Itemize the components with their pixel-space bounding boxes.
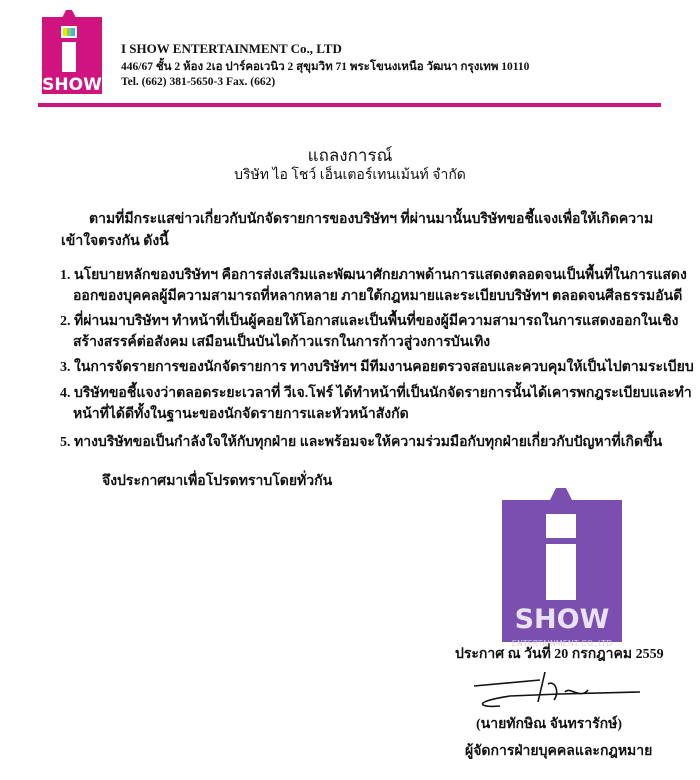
announcement-date: ประกาศ ณ วันที่ 20 กรกฎาคม 2559 xyxy=(455,647,664,662)
page-title: แถลงการณ์ xyxy=(307,146,393,165)
company-stamp xyxy=(500,488,624,648)
list-item-2-cont: สร้างสรรค์ต่อสังคม เสมือนเป็นบันไดก้าวแรกในการก้าวสู่วงการบันเทิง xyxy=(73,335,491,350)
company-phone: Tel. (662) 381-5650-3 Fax. (662) xyxy=(121,76,276,88)
list-item-4: 4. บริษัทขอชี้แจงว่าตลอดระยะเวลาที่ วีเจ.โฟร์ ได้ทำหน้าที่เป็นนักจัดรายการนั้นได้เคารพกฎระเบียบและทำ xyxy=(60,386,692,401)
signatory-name: (นายทักษิณ จันทรารักษ์) xyxy=(476,717,622,732)
company-name: I SHOW ENTERTAINMENT Co., LTD xyxy=(121,41,342,56)
svg-text:SHOW: SHOW xyxy=(514,604,610,635)
list-item-1: 1. นโยบายหลักของบริษัทฯ คือการส่งเสริมและพัฒนาศักยภาพด้านการแสดงตลอดจนเป็นพื้นที่ในการแสดง xyxy=(60,268,687,283)
list-item-4-cont: หน้าที่ได้ดีทั้งในฐานะของนักจัดรายการและหัวหน้าสังกัด xyxy=(73,407,409,422)
svg-text:SHOW: SHOW xyxy=(42,75,102,94)
header-divider xyxy=(38,103,661,107)
svg-text:ENTERTAINMENT CO.,LTD: ENTERTAINMENT CO.,LTD xyxy=(511,639,613,648)
signatory-position: ผู้จัดการฝ่ายบุคคลและกฎหมาย xyxy=(465,744,653,759)
page-subtitle: บริษัท ไอ โชว์ เอ็นเตอร์เทนเม้นท์ จำกัด xyxy=(234,168,466,183)
list-item-2: 2. ที่ผ่านมาบริษัทฯ ทำหน้าที่เป็นผู้คอยให้โอกาสและเป็นพื้นที่ของผู้มีความสามารถในการแสดงออกในเชิง xyxy=(60,314,679,329)
closing-text: จึงประกาศมาเพื่อโปรดทราบโดยทั่วกัน xyxy=(102,474,333,489)
list-item-5: 5. ทางบริษัทขอเป็นกำลังใจให้กับทุกฝ่าย และพร้อมจะให้ความร่วมมือกับทุกฝ่ายเกี่ยวกับปัญหาที่เกิดขึ้น xyxy=(60,435,663,450)
intro-line: ตามที่มีกระแสข่าวเกี่ยวกับนักจัดรายการของบริษัทฯ ที่ผ่านมานั้นบริษัทขอชี้แจงเพื่อให้เกิดความ xyxy=(89,212,654,227)
intro-line: เข้าใจตรงกัน ดังนี้ xyxy=(61,234,169,249)
company-logo xyxy=(42,10,102,94)
company-address: 446/67 ชั้น 2 ห้อง 2เอ ปาร์คอเวนิว 2 สุขุมวิท 71 พระโขนงเหนือ วัฒนา กรุงเทพ 10110 xyxy=(121,61,530,73)
list-item-1-cont: ออกของบุคคลผู้มีความสามารถที่หลากหลาย ภายใต้กฎหมายและระเบียบบริษัทฯ ตลอดจนศีลธรรมอันดี xyxy=(73,289,683,304)
list-item-3: 3. ในการจัดรายการของนักจัดรายการ ทางบริษัทฯ มีทีมงานคอยตรวจสอบและควบคุมให้เป็นไปตามระเบียบ xyxy=(60,360,694,375)
signature-mark xyxy=(470,672,650,712)
